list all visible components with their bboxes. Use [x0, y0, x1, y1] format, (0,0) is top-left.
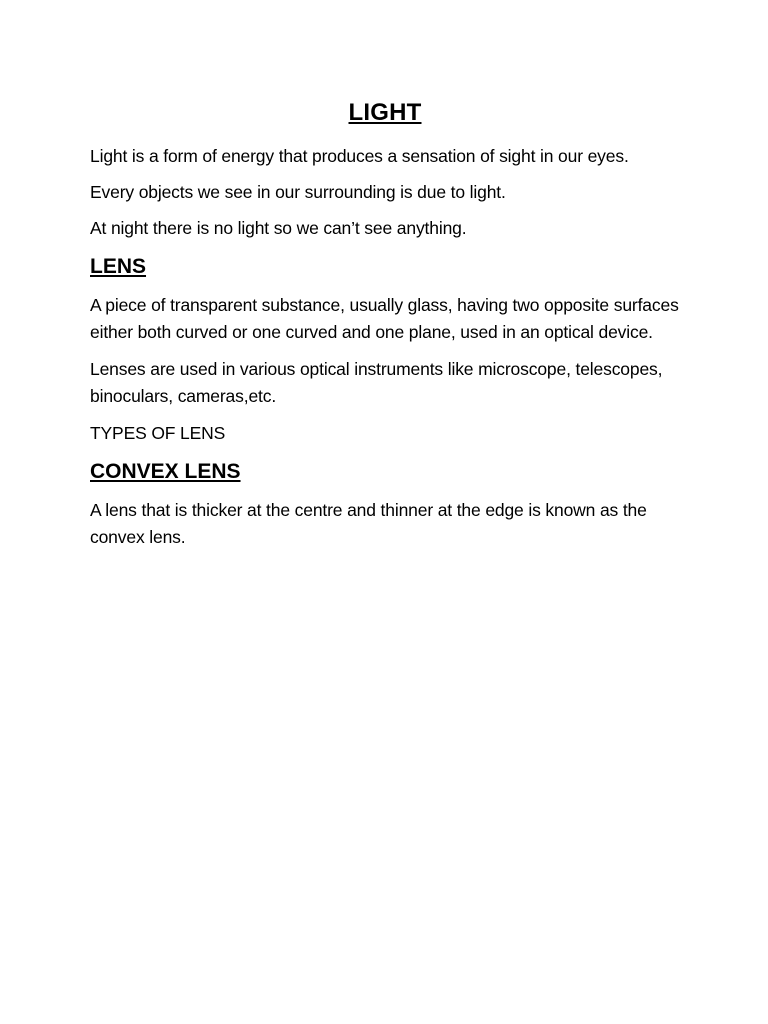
- intro-paragraph-1: Light is a form of energy that produces a sensation of sight in our eyes.: [90, 146, 629, 166]
- document-page: [90, 96, 680, 561]
- convex-lens-heading: CONVEX LENS: [90, 460, 241, 483]
- intro-paragraph-3: At night there is no light so we can’t see anything.: [90, 218, 467, 238]
- lens-definition-paragraph: A piece of transparent substance, usually glass, having two opposite surfaces either both curved or one curved and one plane, used in an optical device.: [90, 295, 679, 342]
- page-title: LIGHT: [348, 99, 422, 126]
- convex-lens-definition-paragraph: A lens that is thicker at the centre and thinner at the edge is known as the convex lens.: [90, 500, 647, 547]
- types-of-lens-label: TYPES OF LENS: [90, 423, 226, 443]
- lens-heading: LENS: [90, 255, 147, 278]
- intro-paragraph-2: Every objects we see in our surrounding is due to light.: [90, 182, 506, 202]
- lens-uses-paragraph: Lenses are used in various optical instruments like microscope, telescopes, binoculars, cameras,etc.: [90, 359, 663, 406]
